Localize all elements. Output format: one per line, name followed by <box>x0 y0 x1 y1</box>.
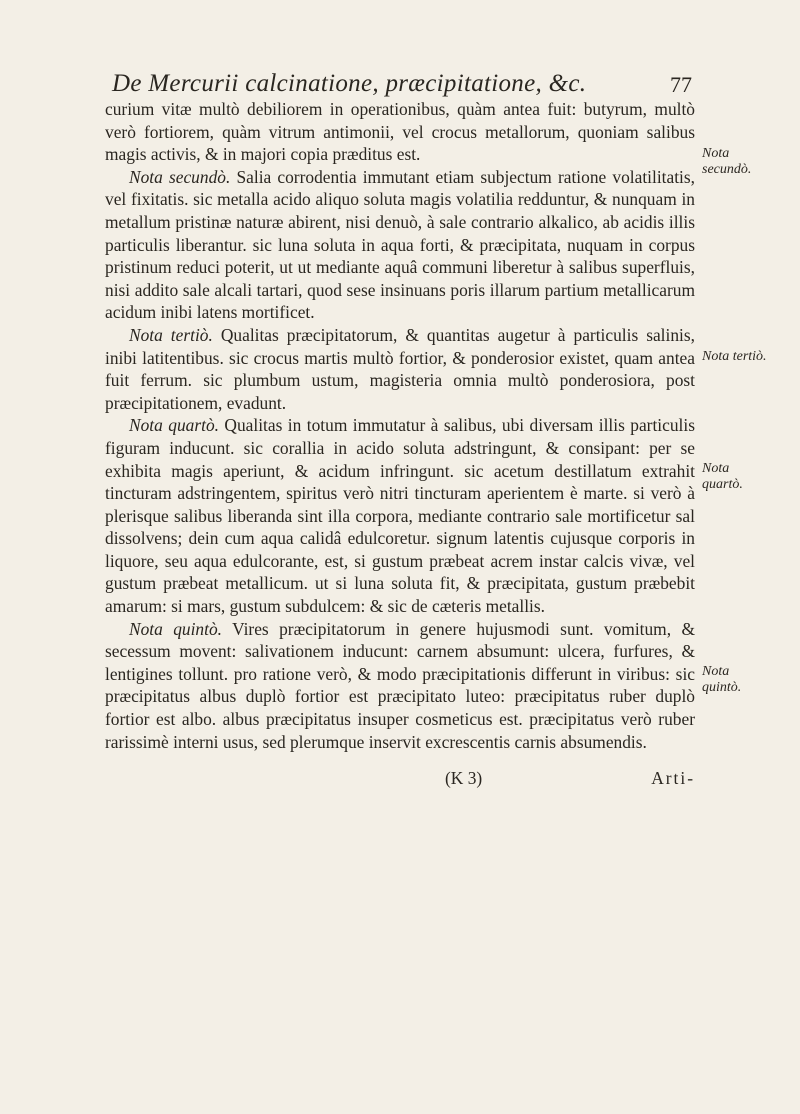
note-heading: Nota quintò. <box>129 618 222 639</box>
paragraph-1: curium vitæ multò debiliorem in operationibus, quàm antea fuit: butyrum, multò verò fortiorem, quàm vitrum antimonii, vel crocus metallorum, quoniam salibus magis activis, & in majori copia præditus est. <box>105 99 695 165</box>
signature-mark: (K 3) <box>445 768 483 788</box>
paragraph-text: Salia corrodentia immutant etiam subjectum ratione volatilitatis, vel fixitatis. sic metalla acido aliquo soluta magis volatilia redduntur, & nunquam in metallum pristinæ naturæ abirent, nisi denuò, à sale contrario alkalico, ab acidis illis particulis liberantur. sic luna soluta in aqua forti, & præcipitata, nuquam in corpus pristinum reduci poterit, ut ut mediante aquâ communi liberetur à salibus superfluis, nisi addito sale alcali tartari, quod sese insinuans poris illarum partium metallicarum acidum inibi latens mortificet. <box>105 166 695 323</box>
running-head: De Mercurii calcinatione, præcipitatione, &c. <box>112 70 587 97</box>
page-number: 77 <box>670 72 692 97</box>
paragraph-3 <box>105 324 695 414</box>
note-heading: Nota secundò. <box>129 166 231 187</box>
body-text <box>105 98 695 753</box>
paragraph-5 <box>105 618 695 754</box>
paragraph-text: Vires præcipitatorum in genere hujusmodi sunt. vomitum, & secessum movent: salivationem inducunt: carnem absumunt: ulcera, furfures, & lentigines tollunt. pro ratione verò, & modo præcipitationis differunt in viribus: sic præcipitatus albus duplò fortior est præcipitato luteo: præcipitatus ruber duplò fortior est albo. albus præcipitatus insuper cosmeticus est. præcipitatus verò ruber rarissimè interni usus, sed plerumque inservit excrescentis carnis absumendis. <box>105 618 695 752</box>
margin-note: Nota tertiò. <box>702 349 767 364</box>
paragraph-text: Qualitas in totum immutatur à salibus, ubi diversam illis particulis figuram inducunt. sic corallia in acido soluta adstringunt, & consipant: per se exhibita magis aperiunt, & acidum infringunt. sic acetum destillatum extrahit tincturam adstringentem, spiritus verò nitri tincturam aperientem è marte. si verò à plerisque salibus liberanda sint illa corpora, mediante contrario sale mortificetur sal dissolvens; dein cum aqua calidâ edulcoretur. signum latentis cujusque corporis in liquore, seu aqua edulcorante, est, si gustum præbeat acrem instar calcis vivæ, vel gustum præbeat metallicum. ut si luna soluta fit, & præcipitata, gustum præbebit amarum: si mars, gustum subdulcem: & sic de cæteris metallis. <box>105 415 695 617</box>
paragraph-4 <box>105 414 695 617</box>
margin-note: Nota quartò. <box>702 461 743 492</box>
paragraph-text: Qualitas præcipitatorum, & quantitas augetur à particulis salinis, inibi latitentibus. sic crocus martis multò fortior, & ponderosior existet, quam antea fuit ferrum. sic plumbum ustum, magisteria omnia multò ponderosiora, post præcipitationem, evadunt. <box>105 324 695 413</box>
paragraph-2 <box>105 166 695 324</box>
margin-note: Nota secundò. <box>702 146 752 177</box>
catchword: Arti- <box>651 768 695 788</box>
margin-note: Nota quintò. <box>702 664 742 695</box>
note-heading: Nota tertiò. <box>129 324 213 345</box>
note-heading: Nota quartò. <box>129 415 219 436</box>
